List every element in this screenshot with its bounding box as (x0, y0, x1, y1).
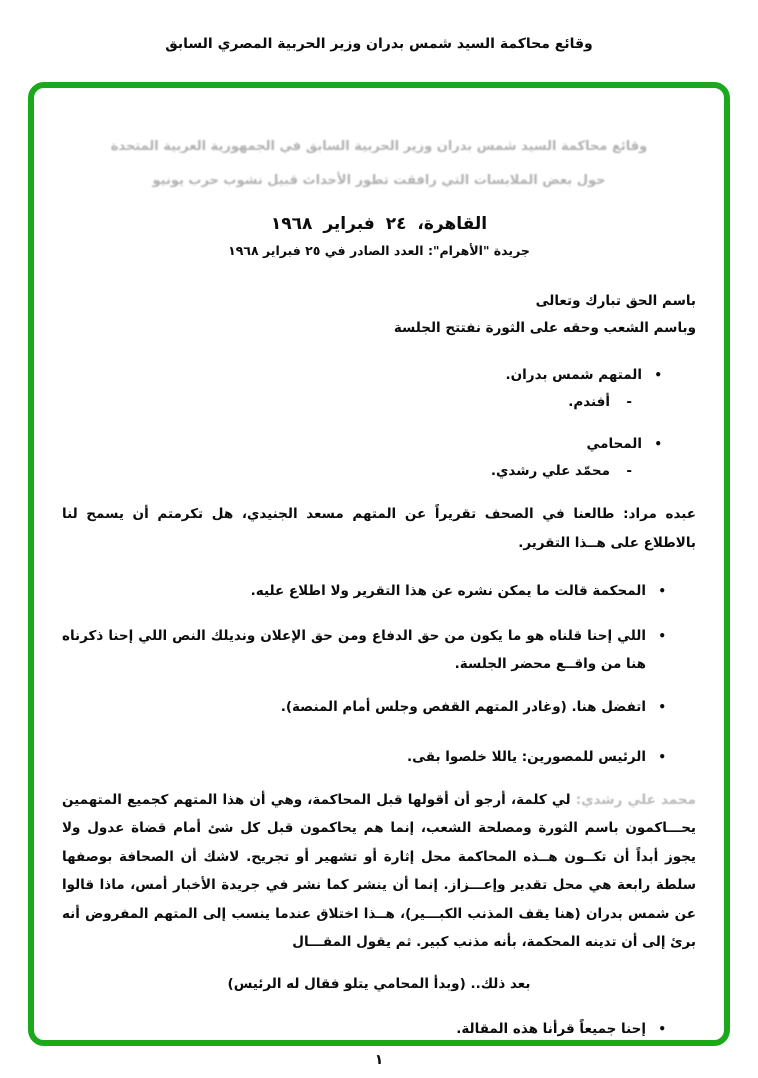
invocation-line-1: باسم الحق تبارك وتعالى (535, 293, 696, 309)
list-item (62, 743, 696, 772)
participant-response: محمّد علي رشدي. (490, 463, 610, 479)
bullet-icon: • (658, 750, 666, 764)
bullet-icon: • (658, 584, 666, 598)
dialogue-line: الرئيس للمصورين: ياللا خلصوا بقى. (406, 749, 646, 765)
faded-speaker-name: محمد علي رشدي: (575, 791, 696, 808)
list-item (62, 362, 662, 416)
faded-intro-line-1: وقائع محاكمة السيد شمس بدران وزير الحربية السابق في الجمهورية العربية المتحدة (110, 139, 648, 154)
dateline-city-date: القاهرة، ٢٤ فبراير ١٩٦٨ (270, 214, 488, 234)
document-frame (28, 82, 730, 1046)
dateline-source: جريدة "الأهرام": العدد الصادر في ٢٥ فبراير ١٩٦٨ (228, 243, 530, 258)
list-item (62, 1015, 696, 1044)
bullet-icon: • (658, 628, 666, 643)
bullet-icon: • (658, 699, 666, 714)
page-number: ١ (374, 1052, 384, 1068)
paragraph-lawyer-statement (62, 786, 696, 957)
dash-icon: - (626, 394, 632, 410)
dialogue-line: إحنا جميعاً قرأنا هذه المقالة. (456, 1020, 646, 1037)
list-item (62, 431, 662, 485)
lawyer-statement-text: لي كلمة، أرجو أن أقولها قبل المحاكمة، وهي أن هذا المتهم كجميع المتهمين يحـــاكمون باسم الثورة ومصلحة الشعب، إنما هم يحاكمون قبل كل شئ أمام قضاة عدول ولا يجوز أبداً أن تكــون هــذه المحاكمة محل إثارة أو تشهير أو تجريح. لاشك أن الصحافة بوصفها سلطة رابعة هي محل تقدير وإعـــزاز. إنما أن ينشر كما نشر في جريدة الأخبار أمس، ماذا قالوا عن شمس بدران (هنا يقف المذنب الكبـــير)، هــذا اختلاق عندما ينسب إلى المتهم المفروض أنه برئ إلى أن تدينه المحكمة، بأنه مذنب كبير. ثم يقول المقـــال (62, 791, 696, 950)
list-item (62, 622, 696, 679)
dash-icon: - (626, 463, 632, 479)
lawyer-statement-end: بعد ذلك.. (وبدأ المحامي يتلو فقال له الرئيس) (227, 976, 531, 992)
participant-response: أفندم. (568, 394, 610, 410)
participant-label: المحامي (586, 436, 642, 452)
dialogue-line: المحكمة قالت ما يمكن نشره عن هذا التقرير ولا اطلاع عليه. (250, 583, 646, 599)
participants-list (62, 362, 696, 485)
bullet-icon: • (654, 437, 662, 451)
faded-intro-line-2: حول بعض الملابسات التي رافقت تطور الأحداث قبيل نشوب حرب يونيو (152, 173, 606, 188)
bullet-icon: • (658, 1021, 666, 1036)
invocation-block (62, 288, 696, 342)
dialogue-line: اتفضل هنا. (وغادر المتهم القفص وجلس أمام المنصة). (280, 698, 646, 715)
list-item (62, 693, 696, 722)
participant-label: المتهم شمس بدران. (505, 367, 642, 383)
page-title: وقائع محاكمة السيد شمس بدران وزير الحربية المصري السابق (165, 36, 593, 52)
paragraph-abdo-murad: عبده مراد: طالعنا في الصحف تقريراً عن المتهم مسعد الجنيدي، هل تكرمتم أن يسمح لنا بالاطلاع على هــذا التقرير. (62, 506, 696, 551)
invocation-line-2: وباسم الشعب وحقه على الثورة نفتتح الجلسة (393, 320, 696, 336)
bullet-icon: • (654, 368, 662, 382)
list-item (62, 577, 696, 606)
dialogue-line: اللي إحنا قلناه هو ما يكون من حق الدفاع ومن حق الإعلان ونديلك النص اللي إحنا ذكرناه هنا من واقــع محضر الجلسة. (62, 627, 646, 672)
